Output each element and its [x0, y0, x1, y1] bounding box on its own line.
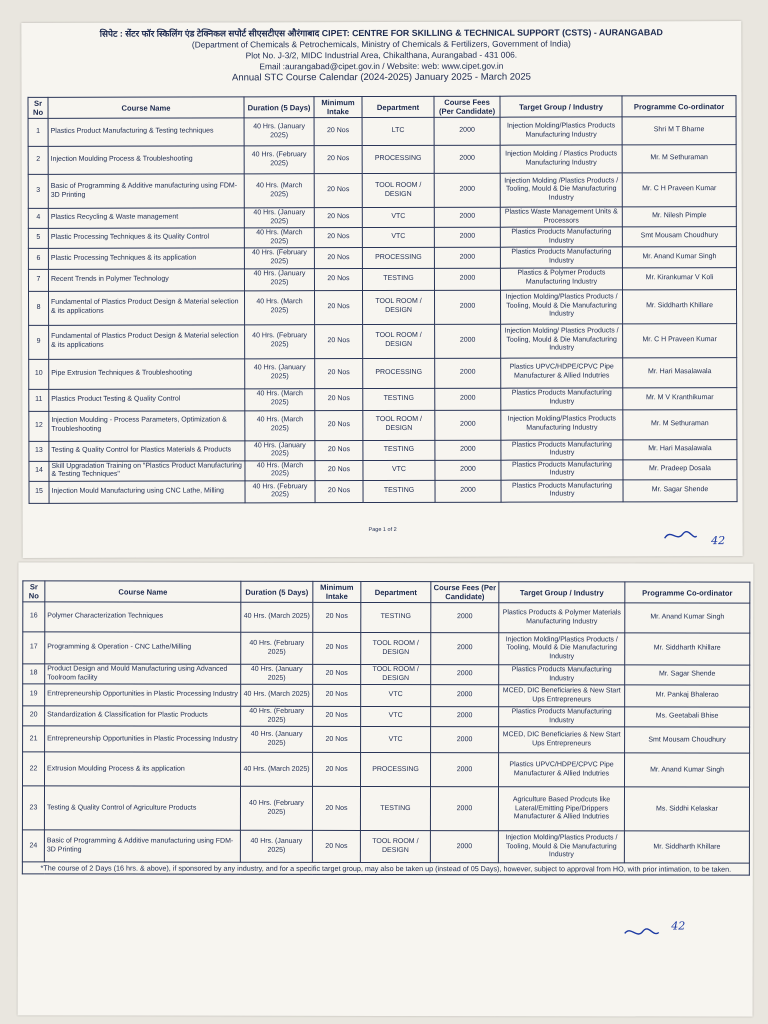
row-department: TOOL ROOM / DESIGN	[360, 831, 430, 863]
row-department: VTC	[361, 727, 431, 753]
row-intake: 20 Nos	[315, 290, 363, 324]
row-department: PROCESSING	[362, 145, 434, 173]
table-header-row	[28, 96, 736, 119]
row-fees: 2000	[434, 173, 500, 207]
row-intake: 20 Nos	[313, 727, 361, 753]
row-sr-no: 11	[29, 389, 49, 411]
row-course-name: Programming & Operation - CNC Lathe/Milling	[45, 632, 241, 664]
row-department: PROCESSING	[363, 358, 435, 388]
row-duration: 40 Hrs. (March 2025)	[241, 753, 313, 787]
row-target-group: Plastics UPVC/HDPE/CPVC Pipe Manufacturer & Allied Indutries	[499, 753, 625, 787]
col-course-name: Course Name	[48, 97, 244, 119]
row-sr-no: 8	[29, 291, 49, 325]
col-intake: Minimum Intake	[313, 581, 361, 602]
row-fees: 2000	[431, 685, 499, 707]
table-row	[28, 117, 736, 147]
table-body-page-1	[28, 117, 737, 504]
row-sr-no: 3	[28, 174, 48, 208]
row-sr-no: 17	[23, 632, 45, 664]
row-duration: 40 Hrs. (February 2025)	[241, 632, 313, 664]
row-target-group: Plastics UPVC/HDPE/CPVC Pipe Manufacturer & Allied Indutries	[501, 357, 623, 387]
row-course-name: Fundamental of Plastics Product Design & Material selection & its applications	[49, 324, 245, 359]
row-fees: 2000	[431, 707, 499, 727]
contact-line: Email :aurangabad@cipet.gov.in / Website: web: www.cipet.gov.in	[259, 60, 504, 72]
row-intake: 20 Nos	[314, 146, 362, 174]
row-fees: 2000	[430, 831, 498, 863]
row-department: VTC	[361, 707, 431, 727]
row-target-group: Injection Molding/Plastics Products / Tooling, Mould & Die Manufacturing Industry	[498, 831, 624, 863]
row-target-group: Plastics Products Manufacturing Industry	[499, 665, 625, 685]
row-course-name: Standardization & Classification for Plastic Products	[45, 706, 241, 727]
table-row	[29, 289, 737, 325]
row-intake: 20 Nos	[315, 388, 363, 410]
row-duration: 40 Hrs. (February 2025)	[244, 248, 314, 268]
row-department: VTC	[362, 228, 434, 248]
row-intake: 20 Nos	[315, 410, 363, 440]
row-sr-no: 1	[28, 118, 48, 146]
row-course-name: Polymer Characterization Techniques	[45, 602, 241, 632]
row-sr-no: 14	[29, 461, 49, 481]
row-fees: 2000	[434, 117, 500, 145]
row-sr-no: 24	[22, 830, 44, 862]
row-course-name: Entrepreneurship Opportunities in Plastic Processing Industry	[45, 726, 241, 752]
row-sr-no: 20	[23, 706, 45, 726]
row-fees: 2000	[431, 633, 499, 665]
row-target-group: Plastics Products Manufacturing Industry	[499, 707, 625, 727]
row-duration: 40 Hrs. (February 2025)	[244, 146, 314, 174]
row-duration: 40 Hrs. (March 2025)	[244, 174, 314, 208]
col-fees: Course Fees (Per Candidate)	[434, 96, 500, 117]
row-fees: 2000	[434, 227, 500, 247]
col-course-name: Course Name	[45, 581, 241, 602]
row-sr-no: 9	[29, 325, 49, 359]
row-course-name: Plastics Product Manufacturing & Testing techniques	[48, 118, 244, 147]
row-course-name: Testing & Quality Control for Plastics Materials & Products	[49, 440, 245, 461]
row-duration: 40 Hrs. (March 2025)	[245, 290, 315, 324]
table-row	[28, 247, 736, 269]
calendar-page-1	[21, 21, 742, 558]
row-fees: 2000	[434, 268, 500, 290]
row-department: TOOL ROOM / DESIGN	[363, 290, 435, 324]
row-course-name: Testing & Quality Control of Agriculture Products	[44, 786, 240, 830]
table-row	[29, 480, 737, 504]
letterhead	[21, 21, 741, 84]
row-coordinator: Ms. Geetabali Bhise	[625, 707, 750, 727]
row-fees: 2000	[435, 324, 501, 358]
row-duration: 40 Hrs. (March 2025)	[245, 388, 315, 410]
row-course-name: Plastics Recycling & Waste management	[48, 208, 244, 229]
row-sr-no: 13	[29, 441, 49, 461]
row-coordinator: Mr. Sagar Shende	[623, 480, 737, 502]
row-department: TESTING	[363, 480, 435, 502]
table-row	[22, 786, 749, 831]
row-department: TOOL ROOM / DESIGN	[362, 173, 434, 207]
row-target-group: Injection Molding / Plastics Products Manufacturing Industry	[500, 145, 622, 173]
row-fees: 2000	[431, 665, 499, 685]
row-fees: 2000	[435, 410, 501, 440]
row-intake: 20 Nos	[314, 174, 362, 208]
col-sr-no: Sr No	[28, 97, 48, 118]
row-intake: 20 Nos	[313, 753, 361, 787]
row-fees: 2000	[434, 145, 500, 173]
signature-2	[623, 919, 686, 945]
row-fees: 2000	[431, 603, 499, 633]
row-duration: 40 Hrs. (February 2025)	[245, 324, 315, 358]
row-intake: 20 Nos	[314, 248, 362, 268]
calendar-page-2	[18, 562, 754, 1016]
row-target-group: Injection Molding/Plastics Products / Tooling, Mould & Die Manufacturing Industry	[499, 633, 625, 665]
row-department: PROCESSING	[362, 248, 434, 268]
signature-2-number: 42	[671, 919, 686, 933]
signature-scribble-icon	[663, 526, 707, 544]
row-coordinator: Mr. M Sethuraman	[623, 409, 737, 439]
row-intake: 20 Nos	[312, 787, 360, 831]
row-sr-no: 21	[23, 726, 45, 752]
table-header-row	[23, 581, 750, 603]
row-coordinator: Mr. M V Kranthikumar	[623, 387, 737, 409]
row-course-name: Basic of Programming & Additive manufacturing using FDM-3D Printing	[48, 174, 244, 209]
row-target-group: Injection Molding/Plastics Products Manufacturing Industry	[501, 409, 623, 439]
row-department: TESTING	[363, 388, 435, 410]
row-target-group: Plastics Products & Polymer Materials Manufacturing Industry	[499, 603, 625, 633]
table-row	[29, 409, 737, 441]
row-fees: 2000	[430, 787, 498, 831]
row-fees: 2000	[434, 248, 500, 268]
row-department: LTC	[362, 117, 434, 145]
col-intake: Minimum Intake	[314, 97, 362, 118]
row-coordinator: Mr. Nilesh Pimple	[622, 207, 736, 227]
row-duration: 40 Hrs. (January 2025)	[244, 208, 314, 228]
row-coordinator: Mr. Pankaj Bhalerao	[625, 685, 750, 707]
row-sr-no: 5	[28, 229, 48, 249]
col-target: Target Group / Industry	[499, 582, 625, 603]
col-duration: Duration (5 Days)	[244, 97, 314, 118]
row-department: TOOL ROOM / DESIGN	[361, 664, 431, 684]
row-department: TESTING	[362, 268, 434, 290]
row-duration: 40 Hrs. (January 2025)	[245, 358, 315, 388]
row-duration: 40 Hrs. (January 2025)	[241, 727, 313, 753]
row-fees: 2000	[434, 207, 500, 227]
row-coordinator: Mr. Siddharth Khillare	[623, 289, 737, 323]
col-fees: Course Fees (Per Candidate)	[431, 582, 499, 603]
row-target-group: Injection Molding/Plastics Products Manufacturing Industry	[500, 117, 622, 145]
row-department: TESTING	[360, 787, 430, 831]
table-row	[29, 459, 737, 481]
row-coordinator: Mr. Hari Masalawala	[623, 357, 737, 387]
row-target-group: Plastics & Polymer Products Manufacturing Industry	[500, 267, 622, 289]
table-row	[23, 602, 750, 633]
row-sr-no: 22	[23, 752, 45, 786]
row-duration: 40 Hrs. (January 2025)	[245, 440, 315, 460]
signature-1	[663, 526, 726, 548]
table-row	[29, 439, 737, 461]
col-coordinator: Programme Co-ordinator	[622, 96, 736, 117]
col-coordinator: Programme Co-ordinator	[625, 582, 750, 603]
row-coordinator: Mr. Siddharth Khillare	[625, 633, 750, 665]
table-row	[23, 664, 750, 685]
row-fees: 2000	[435, 440, 501, 460]
col-duration: Duration (5 Days)	[241, 581, 313, 602]
table-row	[28, 267, 736, 291]
row-fees: 2000	[435, 480, 501, 502]
row-sr-no: 10	[29, 359, 49, 389]
signature-1-number: 42	[711, 534, 726, 548]
row-target-group: Injection Molding/ Plastics Products / Tooling, Mould & Die Manufacturing Industry	[501, 323, 623, 357]
row-coordinator: Smt Mousam Choudhury	[625, 727, 750, 753]
col-target: Target Group / Industry	[500, 96, 622, 117]
row-intake: 20 Nos	[313, 632, 361, 664]
row-coordinator: Mr. Siddharth Khillare	[624, 831, 749, 863]
row-duration: 40 Hrs. (January 2025)	[241, 664, 313, 684]
row-target-group: Injection Molding/Plastics Products / Tooling, Mould & Die Manufacturing Industry	[501, 289, 623, 323]
row-target-group: Plastics Products Manufacturing Industry	[501, 460, 623, 481]
row-intake: 20 Nos	[313, 664, 361, 684]
row-fees: 2000	[431, 727, 499, 753]
row-coordinator: Smt Mousam Choudhury	[622, 227, 736, 247]
row-course-name: Extrusion Moulding Process & its application	[45, 752, 241, 786]
col-department: Department	[362, 96, 434, 117]
row-course-name: Fundamental of Plastics Product Design & Material selection & its applications	[49, 290, 245, 325]
row-sr-no: 7	[28, 269, 48, 291]
row-intake: 20 Nos	[315, 460, 363, 480]
table-row	[28, 207, 736, 229]
row-course-name: Basic of Programming & Additive manufacturing using FDM-3D Printing	[44, 830, 240, 862]
table-row	[28, 227, 736, 249]
row-coordinator: Mr. Anand Kumar Singh	[622, 247, 736, 267]
row-intake: 20 Nos	[314, 228, 362, 248]
signature-scribble-icon	[623, 923, 667, 941]
row-duration: 40 Hrs. (February 2025)	[241, 706, 313, 726]
row-intake: 20 Nos	[312, 831, 360, 863]
row-sr-no: 12	[29, 411, 49, 441]
row-course-name: Injection Moulding - Process Parameters, Optimization & Troubleshooting	[49, 410, 245, 441]
row-fees: 2000	[435, 388, 501, 410]
row-course-name: Plastic Processing Techniques & its application	[48, 248, 244, 269]
table-row	[23, 706, 750, 727]
row-intake: 20 Nos	[314, 118, 362, 146]
row-duration: 40 Hrs. (March 2025)	[245, 410, 315, 440]
row-intake: 20 Nos	[315, 440, 363, 460]
row-department: TOOL ROOM / DESIGN	[363, 410, 435, 440]
table-row	[23, 684, 750, 707]
table-row	[23, 632, 750, 665]
row-target-group: Plastics Products Manufacturing Industry	[501, 439, 623, 460]
row-fees: 2000	[435, 358, 501, 388]
row-coordinator: Mr. C H Praveen Kumar	[623, 323, 737, 357]
page-number: Page 1 of 2	[368, 526, 397, 534]
row-sr-no: 23	[22, 786, 44, 830]
row-target-group: MCED, DIC Beneficiaries & New Start Ups Entrepreneurs	[499, 685, 625, 707]
row-coordinator: Mr. Pradeep Dosala	[623, 459, 737, 479]
row-intake: 20 Nos	[313, 707, 361, 727]
institute-name: सिपेट : सेंटर फॉर स्किलिंग एंड टेक्निकल सपोर्ट सीएसटीएस औरंगाबाद CIPET: CENTRE FOR SKILLING & TECHNICAL SUPPORT (CSTS) - AURANGABAD	[99, 27, 663, 39]
col-sr-no: Sr No	[23, 581, 45, 602]
row-duration: 40 Hrs. (February 2025)	[245, 481, 315, 503]
row-fees: 2000	[435, 290, 501, 324]
table-body-page-2	[22, 602, 749, 864]
table-row	[29, 387, 737, 411]
row-course-name: Product Design and Mould Manufacturing using Advanced Toolroom facility	[45, 664, 241, 685]
row-target-group: MCED, DIC Beneficiaries & New Start Ups Entrepreneurs	[499, 727, 625, 753]
row-course-name: Injection Moulding Process & Troubleshooting	[48, 146, 244, 175]
row-duration: 40 Hrs. (January 2025)	[240, 831, 312, 863]
row-course-name: Plastic Processing Techniques & its Quality Control	[48, 228, 244, 249]
course-table-page-2	[22, 580, 751, 876]
row-duration: 40 Hrs. (March 2025)	[241, 684, 313, 706]
calendar-title: Annual STC Course Calendar (2024-2025) January 2025 - March 2025	[231, 71, 531, 84]
row-sr-no: 18	[23, 664, 45, 684]
row-department: PROCESSING	[361, 753, 431, 787]
row-coordinator: Mr. Kirankumar V Koli	[622, 267, 736, 289]
row-sr-no: 4	[28, 208, 48, 228]
row-course-name: Recent Trends in Polymer Technology	[48, 268, 244, 291]
row-fees: 2000	[435, 460, 501, 480]
department-line: (Department of Chemicals & Petrochemicals, Ministry of Chemicals & Fertilizers, Government of India)	[191, 38, 571, 50]
table-row	[23, 752, 750, 787]
table-row	[28, 173, 736, 209]
row-intake: 20 Nos	[314, 268, 362, 290]
row-coordinator: Ms. Siddhi Kelaskar	[624, 787, 749, 831]
row-department: TESTING	[361, 602, 431, 632]
table-row	[29, 357, 737, 389]
row-coordinator: Mr. Hari Masalawala	[623, 439, 737, 459]
row-target-group: Injection Molding /Plastics Products / Tooling, Mould & Die Manufacturing Industry	[500, 173, 622, 207]
row-target-group: Plastics Products Manufacturing Industry	[500, 227, 622, 248]
row-target-group: Agriculture Based Prodcuts like Lateral/Emitting Pipe/Drippers Manufacturer & Allied Indutries	[498, 787, 624, 831]
row-target-group: Plastics Waste Management Units & Processors	[500, 207, 622, 228]
row-target-group: Plastics Products Manufacturing Industry	[500, 247, 622, 268]
row-department: VTC	[362, 207, 434, 227]
row-course-name: Pipe Extrusion Techniques & Troubleshooting	[49, 358, 245, 389]
row-course-name: Injection Mould Manufacturing using CNC Lathe, Milling	[49, 481, 245, 504]
row-department: TOOL ROOM / DESIGN	[363, 324, 435, 358]
row-intake: 20 Nos	[313, 602, 361, 632]
row-target-group: Plastics Products Manufacturing Industry	[501, 387, 623, 409]
col-department: Department	[361, 581, 431, 602]
row-coordinator: Mr. Anand Kumar Singh	[625, 753, 750, 787]
course-table-page-1	[27, 95, 737, 504]
row-intake: 20 Nos	[313, 685, 361, 707]
row-sr-no: 19	[23, 684, 45, 706]
row-department: VTC	[361, 685, 431, 707]
row-course-name: Plastics Product Testing & Quality Control	[49, 388, 245, 411]
footnote: *The course of 2 Days (16 hrs. & above), if sponsored by any industry, and for a specific target group, may also be taken up (instead of 05 Days), however, subject to approval from HO, with prior intimation, to be taken.	[22, 862, 749, 875]
row-department: TOOL ROOM / DESIGN	[361, 632, 431, 664]
row-intake: 20 Nos	[315, 480, 363, 502]
row-duration: 40 Hrs. (March 2025)	[241, 602, 313, 632]
row-duration: 40 Hrs. (January 2025)	[244, 118, 314, 146]
row-sr-no: 6	[28, 249, 48, 269]
table-footnote-row	[22, 862, 749, 875]
row-target-group: Plastics Products Manufacturing Industry	[501, 480, 623, 502]
row-coordinator: Mr. C H Praveen Kumar	[622, 173, 736, 207]
row-department: TESTING	[363, 440, 435, 460]
row-coordinator: Mr. M Sethuraman	[622, 145, 736, 173]
row-sr-no: 15	[29, 481, 49, 503]
address-line: Plot No. J-3/2, MIDC Industrial Area, Chikalthana, Aurangabad - 431 006.	[245, 49, 518, 61]
row-fees: 2000	[431, 753, 499, 787]
row-course-name: Skill Upgradation Training on "Plastics Product Manufacturing & Testing Techniques"	[49, 461, 245, 482]
row-duration: 40 Hrs. (March 2025)	[244, 228, 314, 248]
row-duration: 40 Hrs. (February 2025)	[240, 787, 312, 831]
row-intake: 20 Nos	[314, 208, 362, 228]
row-department: VTC	[363, 460, 435, 480]
row-duration: 40 Hrs. (March 2025)	[245, 460, 315, 480]
table-row	[22, 830, 749, 863]
table-row	[28, 145, 736, 175]
row-coordinator: Mr. Sagar Shende	[625, 665, 750, 685]
row-duration: 40 Hrs. (January 2025)	[244, 268, 314, 290]
table-row	[29, 323, 737, 359]
row-coordinator: Shri M T Bharne	[622, 117, 736, 145]
row-course-name: Entrepreneurship Opportunities in Plastic Processing Industry	[45, 684, 241, 706]
table-row	[23, 726, 750, 753]
row-sr-no: 16	[23, 602, 45, 632]
row-sr-no: 2	[28, 146, 48, 174]
row-intake: 20 Nos	[315, 324, 363, 358]
row-coordinator: Mr. Anand Kumar Singh	[625, 603, 750, 633]
row-intake: 20 Nos	[315, 358, 363, 388]
